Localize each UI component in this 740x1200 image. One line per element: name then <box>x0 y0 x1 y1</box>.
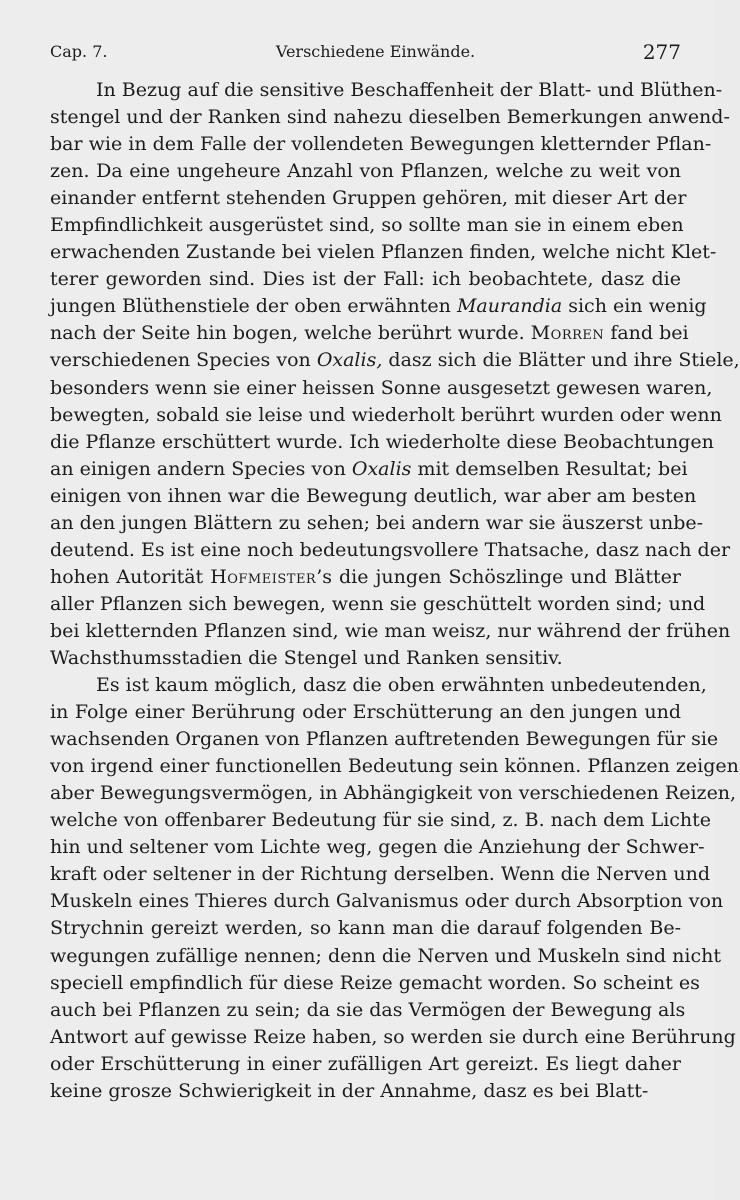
text-segment: zen. Da eine ungeheure Anzahl von Pflanzen, welche zu weit von <box>50 160 681 183</box>
text-line <box>50 320 689 347</box>
text-segment: kraft oder seltener in der Richtung derselben. Wenn die Nerven und <box>50 863 710 886</box>
text-segment: In Bezug auf die sensitive Beschaffenheit der Blatt- und Blüthen- <box>96 79 723 101</box>
text-segment: jungen Blüthenstiele der oben erwähnten <box>50 295 457 318</box>
text-segment: aber Bewegungsvermögen, in Abhängigkeit von verschiedenen Reizen, <box>50 782 737 805</box>
text-line <box>50 1024 736 1051</box>
body-text <box>50 77 740 1105</box>
text-line <box>50 564 681 591</box>
text-line <box>50 483 697 510</box>
text-segment: stengel und der Ranken sind nahezu dieselben Bemerkungen anwend- <box>50 106 730 129</box>
running-title: Verschiedene Einwände. <box>275 42 476 61</box>
italic-text: Oxalis, <box>316 349 383 372</box>
text-segment: bar wie in dem Falle der vollendeten Bewegungen kletternder Pflan- <box>50 133 712 156</box>
text-segment: in Folge einer Berührung oder Erschütterung an den jungen und <box>50 701 681 724</box>
text-segment: an einigen andern Species von <box>50 457 352 480</box>
text-segment: oder Erschütterung in einer zufälligen Art gereizt. Es liegt daher <box>50 1052 681 1075</box>
text-segment: Wachsthumsstadien die Stengel und Ranken sensitiv. <box>50 646 563 669</box>
small-caps-name: Morren <box>530 322 605 345</box>
text-segment: hin und seltener vom Lichte weg, gegen die Anziehung der Schwer- <box>50 836 705 859</box>
text-segment: terer geworden sind. Dies ist der Fall: ich beobachtete, dasz die <box>50 268 681 291</box>
text-line <box>50 726 719 753</box>
text-line <box>50 185 687 212</box>
text-segment: Antwort auf gewisse Reize haben, so werden sie durch eine Berührung <box>50 1025 736 1048</box>
text-segment: fand bei <box>604 322 689 345</box>
text-segment: hohen Autorität <box>50 565 211 588</box>
text-segment: mit demselben Resultat; bei <box>411 457 688 480</box>
text-segment: nach der Seite hin bogen, welche berührt wurde. <box>50 322 531 345</box>
text-segment: Strychnin gereizt werden, so kann man die darauf folgenden Be- <box>50 917 681 940</box>
text-line <box>50 807 712 834</box>
text-segment: deutend. Es ist eine noch bedeutungsvollere Thatsache, dasz nach der <box>50 538 731 561</box>
text-segment: von irgend einer functionellen Bedeutung sein können. Pflanzen zeigen <box>50 755 739 778</box>
text-segment: an den jungen Blättern zu sehen; bei andern war sie äuszerst unbe- <box>50 511 704 534</box>
text-segment: Muskeln eines Thieres durch Galvanismus oder durch Absorption von <box>50 890 724 913</box>
text-line <box>50 239 717 266</box>
text-line <box>50 402 722 429</box>
italic-text: Oxalis <box>351 457 412 480</box>
text-line <box>50 834 705 861</box>
text-segment: wachsenden Organen von Pflanzen auftretenden Bewegungen für sie <box>50 728 719 751</box>
text-line <box>50 699 681 726</box>
text-segment: auch bei Pflanzen zu sein; da sie das Vermögen der Bewegung als <box>50 998 686 1021</box>
running-header <box>50 38 681 68</box>
text-line <box>50 591 706 618</box>
text-line <box>50 456 688 483</box>
text-line <box>50 1051 681 1078</box>
text-line <box>50 943 721 970</box>
text-segment: wegungen zufällige nennen; denn die Nerven und Muskeln sind nicht <box>50 944 721 967</box>
text-line <box>50 158 681 185</box>
text-line <box>50 77 723 104</box>
text-line <box>50 429 714 456</box>
text-segment: einander entfernt stehenden Gruppen gehören, mit dieser Art der <box>50 187 687 210</box>
italic-text: Maurandia <box>456 295 563 318</box>
text-segment: dasz sich die Blätter und ihre Stiele, <box>382 349 740 372</box>
text-segment: erwachenden Zustande bei vielen Pflanzen finden, welche nicht Klet- <box>50 241 717 264</box>
text-segment: keine grosze Schwierigkeit in der Annahme, dasz es bei Blatt- <box>50 1079 649 1102</box>
text-line <box>50 780 737 807</box>
text-line <box>50 266 681 293</box>
text-line <box>50 645 681 672</box>
text-line <box>50 970 700 997</box>
small-caps-name: Hofmeister <box>210 565 317 588</box>
text-segment: sich ein wenig <box>562 295 707 318</box>
text-line <box>50 618 731 645</box>
text-segment: aller Pflanzen sich bewegen, wenn sie geschüttelt worden sind; und <box>50 592 706 615</box>
text-line <box>50 915 681 942</box>
text-line <box>50 888 724 915</box>
text-line <box>50 861 710 888</box>
text-line <box>50 293 707 320</box>
text-segment: ’s die jungen Schöszlinge und Blätter <box>316 565 681 588</box>
text-segment: Es ist kaum möglich, dasz die oben erwähnten unbedeutenden, <box>96 674 707 697</box>
text-segment: besonders wenn sie einer heissen Sonne ausgesetzt gewesen waren, <box>50 376 713 399</box>
text-line <box>50 672 707 699</box>
text-segment: welche von offenbarer Bedeutung für sie sind, z. B. nach dem Lichte <box>50 809 712 832</box>
text-line <box>50 212 684 239</box>
text-segment: die Pflanze erschüttert wurde. Ich wiederholte diese Beobachtungen <box>50 430 714 453</box>
text-line <box>50 131 712 158</box>
page-number: 277 <box>642 40 681 64</box>
chapter-label: Cap. 7. <box>50 42 108 61</box>
text-segment: Empfindlichkeit ausgerüstet sind, so sollte man sie in einem eben <box>50 214 684 237</box>
text-line <box>50 375 713 402</box>
text-line <box>50 997 686 1024</box>
text-segment: speciell empfindlich für diese Reize gemacht worden. So scheint es <box>50 971 700 994</box>
text-line <box>50 753 739 780</box>
text-line <box>50 537 731 564</box>
text-segment: bewegten, sobald sie leise und wiederholt berührt wurden oder wenn <box>50 403 722 426</box>
text-segment: verschiedenen Species von <box>50 349 317 372</box>
text-segment: bei kletternden Pflanzen sind, wie man weisz, nur während der frühen <box>50 619 731 642</box>
text-line <box>50 104 730 131</box>
text-segment: einigen von ihnen war die Bewegung deutlich, war aber am besten <box>50 484 697 507</box>
text-line <box>50 347 740 374</box>
text-line <box>50 1078 681 1105</box>
text-line <box>50 510 704 537</box>
